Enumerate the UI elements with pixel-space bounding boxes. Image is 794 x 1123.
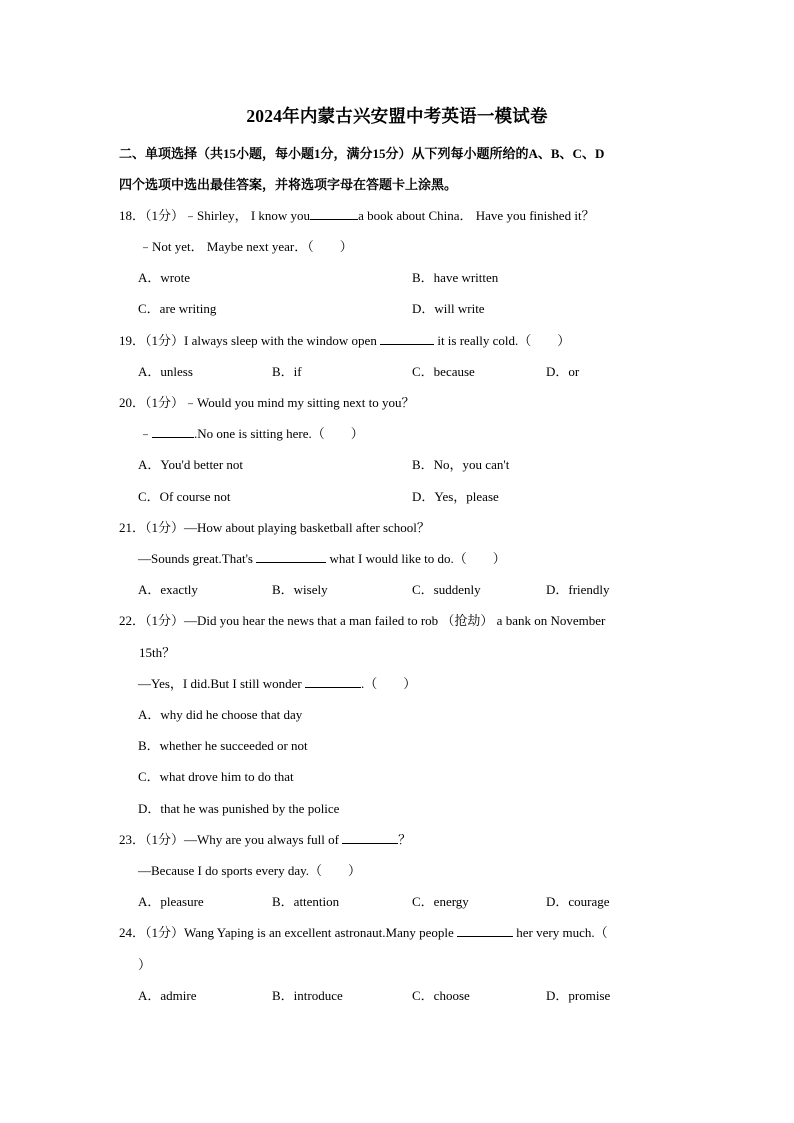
- question-18-option-c: C．are writing: [138, 301, 217, 316]
- question-text: I always sleep with the window open: [184, 333, 381, 348]
- question-19-option-c: C．because: [412, 364, 475, 379]
- question-22-option-d: D．that he was punished by the police: [138, 801, 340, 816]
- question-text: a book about China． Have you finished it？: [358, 208, 595, 223]
- question-22-option-a: A．why did he choose that day: [138, 707, 303, 722]
- answer-blank: [152, 426, 194, 438]
- question-score: （1分）: [145, 208, 185, 223]
- answer-blank: [256, 551, 326, 563]
- question-number: 20．: [119, 395, 146, 410]
- question-21-option-a: A．exactly: [138, 582, 198, 597]
- question-18-reply: ﹣Not yet． Maybe next year．（ ）: [139, 239, 353, 254]
- question-number: 18．: [119, 208, 146, 223]
- question-20-stem: [119, 395, 414, 411]
- question-18-option-a: A．wrote: [138, 270, 190, 285]
- question-21-stem: [119, 520, 430, 536]
- question-number: 24．: [119, 925, 146, 940]
- section-instruction-line-1: 二、单项选择（共15小题，每小题1分，满分15分）从下列每小题所给的A、B、C、D: [119, 146, 605, 161]
- question-text: ﹣: [139, 426, 153, 441]
- question-number: 19．: [119, 333, 146, 348]
- exam-title: 2024年内蒙古兴安盟中考英语一模试卷: [246, 106, 548, 126]
- question-text: Wang Yaping is an excellent astronaut.Many people: [184, 925, 458, 940]
- question-score: （1分）: [145, 925, 185, 940]
- question-text: —Yes，I did.But I still wonder: [138, 676, 305, 691]
- question-19-option-a: A．unless: [138, 364, 193, 379]
- question-23-option-d: D．courage: [546, 894, 610, 909]
- question-text: what I would like to do.（ ）: [326, 551, 506, 566]
- question-22-stem-continued: 15th？: [139, 645, 176, 660]
- answer-blank: [342, 832, 398, 844]
- question-23-option-c: C．energy: [412, 894, 469, 909]
- question-20-option-a: A．You'd better not: [138, 457, 244, 472]
- question-text: —Why are you always full of: [184, 832, 343, 847]
- question-19-option-b: B．if: [272, 364, 302, 379]
- question-score: （1分）: [145, 333, 185, 348]
- question-21-reply: [138, 551, 506, 567]
- question-text: —Sounds great.That's: [138, 551, 257, 566]
- question-text: .No one is sitting here.（ ）: [194, 426, 364, 441]
- question-18-stem: [119, 208, 595, 224]
- question-18-option-b: B．have written: [412, 270, 499, 285]
- question-20-option-d: D．Yes，please: [412, 489, 499, 504]
- question-score: （1分）: [145, 395, 185, 410]
- question-score: （1分）: [145, 520, 185, 535]
- question-number: 23．: [119, 832, 146, 847]
- question-text: ？: [398, 832, 412, 847]
- question-score: （1分）: [145, 832, 185, 847]
- question-23-option-a: A．pleasure: [138, 894, 204, 909]
- question-text: —How about playing basketball after school？: [184, 520, 430, 535]
- question-19-stem: [119, 333, 570, 349]
- question-21-option-d: D．friendly: [546, 582, 610, 597]
- answer-blank: [310, 208, 358, 220]
- question-text: it is really cold.（ ）: [434, 333, 571, 348]
- answer-blank: [380, 333, 434, 345]
- question-22-option-c: C．what drove him to do that: [138, 769, 294, 784]
- section-instruction-line-2: 四个选项中选出最佳答案，并将选项字母在答题卡上涂黑。: [119, 177, 458, 192]
- question-20-reply: [139, 426, 364, 442]
- question-24-option-b: B．introduce: [272, 988, 343, 1003]
- question-20-option-c: C．Of course not: [138, 489, 231, 504]
- question-24-stem-continued: ）: [138, 957, 152, 972]
- question-21-option-c: C．suddenly: [412, 582, 481, 597]
- question-number: 21．: [119, 520, 146, 535]
- question-22-stem: [119, 613, 605, 629]
- answer-blank: [457, 925, 513, 937]
- question-text: ﹣Shirley， I know you: [184, 208, 311, 223]
- question-20-option-b: B．No，you can't: [412, 457, 510, 472]
- question-19-option-d: D．or: [546, 364, 580, 379]
- question-23-reply: —Because I do sports every day.（ ）: [138, 863, 361, 878]
- question-number: 22．: [119, 613, 146, 628]
- question-18-option-d: D．will write: [412, 301, 485, 316]
- question-text: her very much.（: [513, 925, 608, 940]
- question-score: （1分）: [145, 613, 185, 628]
- question-21-option-b: B．wisely: [272, 582, 328, 597]
- answer-blank: [305, 676, 361, 688]
- question-22-option-b: B．whether he succeeded or not: [138, 738, 308, 753]
- question-23-option-b: B．attention: [272, 894, 340, 909]
- question-text: .（ ）: [360, 676, 417, 691]
- question-24-stem: [119, 925, 608, 941]
- question-24-option-a: A．admire: [138, 988, 197, 1003]
- question-24-option-c: C．choose: [412, 988, 470, 1003]
- question-24-option-d: D．promise: [546, 988, 611, 1003]
- question-text: —Did you hear the news that a man failed to rob （抢劫） a bank on November: [184, 613, 606, 628]
- question-23-stem: [119, 832, 411, 848]
- question-22-reply: [138, 676, 416, 692]
- question-text: ﹣Would you mind my sitting next to you？: [184, 395, 415, 410]
